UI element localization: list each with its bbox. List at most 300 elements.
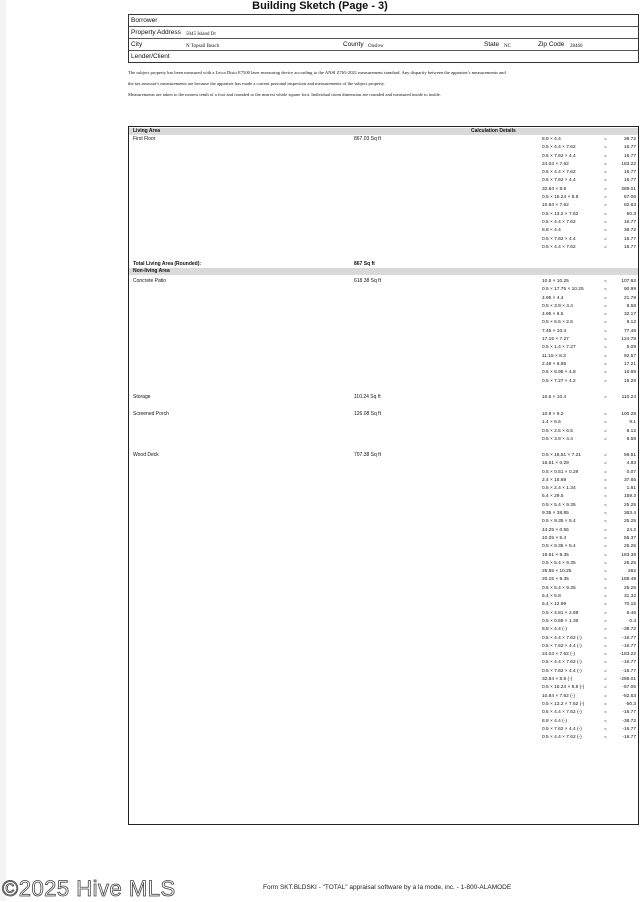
calc-row (542, 618, 636, 626)
calc-row (542, 394, 636, 402)
calc-expression: 25.55 × 10.25 (542, 569, 572, 575)
calc-row (542, 411, 636, 419)
calc-row (542, 236, 636, 244)
calc-row (542, 177, 636, 185)
concrete-patio-area: 618.38 Sq ft (354, 278, 381, 284)
calc-result: 31.32 (623, 594, 636, 600)
calc-equals: = (604, 211, 607, 217)
calc-expression: 0.5 × 13.2 × 7.62 (542, 211, 579, 217)
calc-equals: = (604, 353, 607, 359)
wood-deck-label: Wood Deck (133, 452, 159, 458)
non-living-header (129, 268, 638, 275)
state-label: State (484, 41, 500, 48)
calc-result: 38.72 (623, 137, 636, 142)
calc-equals: = (604, 618, 607, 624)
calc-result: -16.77 (622, 668, 636, 674)
calc-details-label: Calculation Details (471, 128, 516, 134)
calc-equals: = (604, 186, 607, 192)
calc-equals: = (604, 527, 607, 533)
calc-row (542, 601, 636, 609)
calc-result: 25.25 (623, 560, 636, 566)
calc-equals: = (604, 735, 607, 741)
calc-row (542, 527, 636, 535)
hive-mls-watermark: ©2025 Hive MLS (2, 876, 176, 901)
calc-equals: = (604, 511, 607, 517)
calc-expression: 0.5 × 4.4 × 7.62 (542, 170, 576, 176)
calc-equals: = (604, 145, 607, 151)
calc-row (542, 428, 636, 436)
calc-row (542, 510, 636, 518)
lender-label: Lender/Client (131, 53, 170, 60)
calc-equals: = (604, 412, 607, 417)
calc-expression: 2.48 × 6.95 (542, 361, 567, 367)
calc-equals: = (604, 469, 607, 475)
calc-equals: = (604, 585, 607, 591)
calc-row (542, 244, 636, 252)
calc-expression: 0.5 × 4.4 × 7.62 (-) (542, 660, 582, 666)
calc-row (542, 161, 636, 169)
calc-result: -183.22 (619, 652, 636, 658)
calc-expression: 10.5 × 10.25 (542, 279, 569, 284)
calc-result: 289.01 (621, 186, 636, 192)
calc-equals: = (604, 677, 607, 683)
calc-expression: 5.4 × 29.5 (542, 494, 564, 500)
calc-result: 188.49 (621, 577, 636, 583)
calc-result: -50.3 (625, 701, 636, 707)
county-value: Onslow (368, 44, 384, 49)
storage-area: 110.24 Sq ft (354, 394, 381, 400)
calc-result: 16.77 (623, 236, 636, 242)
calc-expression: 0.5 × 9.35 × 5.4 (542, 544, 576, 550)
calc-equals: = (604, 635, 607, 641)
calc-equals: = (604, 486, 607, 492)
calc-result: 6.46 (626, 610, 636, 616)
calc-equals: = (604, 361, 607, 367)
calc-expression: 24.04 × 7.62 (-) (542, 652, 575, 658)
calc-expression: 5.4 × 5.8 (542, 594, 561, 600)
calc-result: 70.15 (623, 602, 636, 608)
calc-equals: = (604, 279, 607, 284)
calc-row (542, 361, 636, 369)
address-row (129, 27, 638, 39)
calc-result: -38.72 (622, 627, 636, 633)
calc-result: 4.83 (626, 461, 636, 467)
first-floor-area: 867.03 Sq ft (354, 136, 381, 142)
calc-result: 16.77 (623, 153, 636, 159)
calc-expression: 32.84 × 8.8 (542, 186, 567, 192)
calc-row (542, 319, 636, 327)
calc-equals: = (604, 178, 607, 184)
calc-result: -67.06 (622, 685, 636, 691)
calc-equals: = (604, 219, 607, 225)
calc-result: 50.3 (626, 211, 636, 217)
calc-expression: 0.5 × 7.62 × 4.4 (542, 178, 576, 184)
calc-row (542, 227, 636, 235)
calc-row (542, 452, 636, 460)
calc-row (542, 186, 636, 194)
calc-equals: = (604, 244, 607, 250)
calc-row (542, 328, 636, 336)
screened-porch-calcs (542, 411, 636, 444)
calc-equals: = (604, 137, 607, 142)
calc-result: -16.77 (622, 710, 636, 716)
calc-expression: 20.15 × 9.35 (542, 577, 569, 583)
calc-row (542, 734, 636, 742)
calc-row (542, 211, 636, 219)
calc-equals: = (604, 287, 607, 293)
calc-expression: 9.35 × 38.85 (542, 511, 569, 517)
calc-result: 55.37 (623, 535, 636, 541)
calc-expression: 17.15 × 7.27 (542, 337, 569, 343)
calc-expression: 0.5 × 7.62 × 4.4 (-) (542, 668, 582, 674)
calc-equals: = (604, 701, 607, 707)
calc-result: 16.77 (623, 178, 636, 184)
calc-equals: = (604, 337, 607, 343)
calc-equals: = (604, 569, 607, 575)
calc-row (542, 219, 636, 227)
first-floor-label: First Floor (133, 136, 156, 142)
living-area-label: Living Area (133, 128, 161, 134)
calc-result: 9.1 (629, 420, 636, 426)
calc-expression: 8.8 × 4.4 (542, 228, 561, 234)
calc-expression: 0.5 × 16.51 × 7.21 (542, 453, 581, 458)
calc-row (542, 336, 636, 344)
calc-result: -16.77 (622, 726, 636, 732)
calc-row (542, 477, 636, 485)
calc-row (542, 626, 636, 634)
property-header (128, 14, 639, 63)
screened-porch-area: 126.08 Sq ft (354, 411, 381, 417)
calc-equals: = (604, 652, 607, 658)
concrete-patio-calcs (542, 278, 636, 386)
calc-result: 183.22 (621, 161, 636, 167)
calc-row (542, 552, 636, 560)
calc-expression: 10.84 × 7.62 (542, 203, 569, 209)
calc-expression: 0.5 × 2.4 × 1.34 (542, 486, 576, 492)
calc-result: -82.63 (622, 693, 636, 699)
calc-row (542, 136, 636, 144)
calc-result: -16.77 (622, 635, 636, 641)
calc-equals: = (604, 203, 607, 209)
calc-equals: = (604, 295, 607, 301)
storage-calcs (542, 394, 636, 402)
calc-row (542, 668, 636, 676)
calc-equals: = (604, 420, 607, 426)
calc-equals: = (604, 668, 607, 674)
calc-equals: = (604, 236, 607, 242)
calc-equals: = (604, 395, 607, 400)
calc-expression: 0.5 × 5.4 × 9.35 (542, 502, 576, 508)
city-row (129, 39, 638, 51)
calc-expression: 0.5 × 5.4 × 9.35 (542, 560, 576, 566)
calc-equals: = (604, 477, 607, 483)
calc-equals: = (604, 544, 607, 550)
calc-row (542, 344, 636, 352)
borrower-label: Borrower (131, 17, 158, 24)
calc-expression: 8.8 × 4.4 (542, 137, 561, 142)
property-address-value: 5045 Island Dr (186, 32, 216, 37)
calc-row (542, 684, 636, 692)
calc-equals: = (604, 345, 607, 351)
calc-row (542, 568, 636, 576)
calc-row (542, 518, 636, 526)
calc-expression: 0.5 × 4.81 × 2.69 (542, 610, 579, 616)
calc-expression: 10.84 × 7.62 (-) (542, 693, 575, 699)
calc-result: 90.99 (623, 287, 636, 293)
calc-result: 16.77 (623, 170, 636, 176)
calc-expression: 4.95 × 4.4 (542, 295, 564, 301)
calc-result: -16.77 (622, 660, 636, 666)
calc-row (542, 436, 636, 444)
calc-equals: = (604, 312, 607, 318)
area-table (128, 126, 639, 825)
calc-row (542, 543, 636, 551)
calc-row (542, 153, 636, 161)
calc-expression: 0.5 × 4.4 × 7.62 (542, 244, 576, 250)
concrete-patio-label: Concrete Patio (133, 278, 167, 284)
calc-result: -16.77 (622, 643, 636, 649)
calc-row (542, 286, 636, 294)
calc-result: 8.12 (626, 428, 636, 434)
calc-result: 25.25 (623, 519, 636, 525)
calc-expression: 10.25 × 5.4 (542, 535, 567, 541)
calc-equals: = (604, 153, 607, 159)
calc-row (542, 676, 636, 684)
calc-expression: 0.5 × 4.4 × 7.62 (542, 219, 576, 225)
calc-result: 262 (627, 569, 636, 575)
calc-result: 15.28 (623, 378, 636, 384)
calc-equals: = (604, 627, 607, 633)
calc-row (542, 610, 636, 618)
calc-row (542, 535, 636, 543)
measurement-notes (128, 67, 637, 100)
calc-expression: 2.4 × 15.68 (542, 477, 567, 483)
county-label: County (343, 41, 364, 48)
calc-equals: = (604, 560, 607, 566)
state-value: NC (504, 44, 511, 49)
calc-equals: = (604, 370, 607, 376)
calc-equals: = (604, 535, 607, 541)
calc-expression: 44.25 × 0.55 (542, 527, 569, 533)
calc-result: 5.09 (626, 345, 636, 351)
calc-row (542, 378, 636, 386)
calc-result: 8.12 (626, 320, 636, 326)
note-line-3: Measurements are taken to the nearest tenth of a foot and rounded to the nearest whole square foot. Individual room dimension are rounded and measured inside to inside. (128, 92, 441, 97)
calc-result: 8.58 (626, 436, 636, 442)
calc-result: 16.77 (623, 244, 636, 250)
calc-row (542, 311, 636, 319)
calc-expression: 0.5 × 2.5 × 6.5 (542, 428, 573, 434)
zip-value: 28460 (570, 44, 583, 49)
calc-row (542, 576, 636, 584)
calc-equals: = (604, 577, 607, 583)
calc-equals: = (604, 195, 607, 201)
calc-expression: 11.15 × 8.3 (542, 353, 566, 359)
calc-result: 363.4 (623, 511, 636, 517)
calc-expression: 0.5 × 5.4 × 9.35 (542, 585, 576, 591)
calc-result: 0.4 (629, 618, 636, 624)
calc-row (542, 144, 636, 152)
calc-expression: 0.5 × 4.4 × 7.62 (-) (542, 710, 582, 716)
calc-expression: 0.5 × 0.51 × 0.29 (542, 469, 579, 475)
wood-deck-calcs (542, 452, 636, 742)
calc-expression: 0.5 × 4.4 × 7.62 (542, 145, 576, 151)
calc-expression: 0.5 × 7.27 × 4.2 (542, 378, 576, 384)
calc-expression: 10.6 × 10.4 (542, 395, 567, 400)
calc-expression: 0.5 × 7.62 × 4.4 (-) (542, 726, 582, 732)
calc-expression: 0.5 × 17.75 × 10.25 (542, 287, 584, 293)
calc-equals: = (604, 494, 607, 500)
calc-result: 77.48 (623, 328, 636, 334)
calc-expression: 0.5 × 7.62 × 4.4 (542, 153, 576, 159)
calc-row (542, 651, 636, 659)
calc-equals: = (604, 685, 607, 691)
calc-row (542, 701, 636, 709)
calc-expression: 5.4 × 12.99 (542, 602, 567, 608)
property-address-label: Property Address (131, 29, 181, 36)
city-value: N Topsail Beach (186, 44, 220, 49)
calc-equals: = (604, 726, 607, 732)
calc-expression: 0.5 × 6.5 × 2.5 (542, 320, 573, 326)
calc-row (542, 419, 636, 427)
calc-result: 124.78 (621, 337, 636, 343)
calc-row (542, 709, 636, 717)
calc-equals: = (604, 320, 607, 326)
calc-result: 21.78 (623, 295, 636, 301)
city-label: City (131, 41, 143, 48)
calc-result: 25.25 (623, 585, 636, 591)
calc-result: 32.17 (623, 312, 636, 318)
calc-equals: = (604, 519, 607, 525)
storage-label: Storage (133, 394, 151, 400)
calc-expression: 1.4 × 6.5 (542, 420, 561, 426)
calc-equals: = (604, 552, 607, 558)
calc-row (542, 643, 636, 651)
page-title: Building Sketch (Page - 3) (252, 0, 388, 12)
calc-row (542, 726, 636, 734)
calc-equals: = (604, 378, 607, 384)
calc-result: 8.58 (626, 303, 636, 309)
note-line-1: The subject property has been measured with a Leica Disto E7500 laser measuring device according to the ANSI Z765-2021 measurement standard. Any disparity between the appraiser's measurements and (128, 70, 506, 75)
calc-equals: = (604, 328, 607, 334)
calc-expression: 24.04 × 7.62 (542, 161, 569, 167)
calc-result: 16.77 (623, 219, 636, 225)
calc-expression: 0.5 × 15.24 × 8.8 (542, 195, 579, 201)
calc-expression: 8.8 × 4.4 (-) (542, 627, 567, 633)
calc-row (542, 635, 636, 643)
calc-equals: = (604, 228, 607, 234)
calc-result: 16.77 (623, 145, 636, 151)
calc-expression: 0.5 × 7.62 × 4.4 (-) (542, 643, 582, 649)
calc-result: 92.57 (623, 353, 636, 359)
calc-result: 159.3 (623, 494, 636, 500)
calc-expression: 0.5 × 4.4 × 7.62 (-) (542, 635, 582, 641)
calc-result: 107.62 (621, 279, 636, 284)
calc-equals: = (604, 170, 607, 176)
calc-result: 24.2 (626, 527, 636, 533)
calc-equals: = (604, 502, 607, 508)
calc-equals: = (604, 602, 607, 608)
calc-equals: = (604, 303, 607, 309)
calc-equals: = (604, 718, 607, 724)
calc-row (542, 194, 636, 202)
calc-expression: 0.5 × 6.95 × 4.8 (542, 370, 576, 376)
calc-result: 25.25 (623, 544, 636, 550)
calc-expression: 0.5 × 13.2 × 7.62 (-) (542, 701, 585, 707)
calc-row (542, 460, 636, 468)
calc-result: 16.69 (623, 370, 636, 376)
calc-result: 59.51 (623, 453, 636, 458)
calc-equals: = (604, 428, 607, 434)
calc-result: 67.06 (623, 195, 636, 201)
calc-expression: 19.61 × 9.35 (542, 552, 569, 558)
note-line-2: the tax assessor's measurements are because the appraiser has made a current personal inspection and measurements of the subject property. (128, 81, 385, 86)
calc-expression: 0.5 × 3.9 × 4.4 (542, 303, 573, 309)
calc-row (542, 202, 636, 210)
non-living-label: Non-living Area (133, 268, 170, 274)
calc-equals: = (604, 643, 607, 649)
calc-row (542, 295, 636, 303)
page-edge-shadow (0, 0, 6, 901)
form-footer: Form SKT.BLDSKI - "TOTAL" appraisal software by a la mode, inc. - 1-800-ALAMODE (263, 884, 512, 891)
calc-result: -289.01 (619, 677, 636, 683)
calc-result: 110.24 (621, 395, 636, 400)
calc-expression: 0.5 × 9.35 × 5.4 (542, 519, 576, 525)
calc-expression: 7.45 × 10.4 (542, 328, 567, 334)
borrower-row (129, 15, 638, 27)
lender-row (129, 51, 638, 62)
calc-row (542, 718, 636, 726)
total-living-value: 867 Sq ft (354, 261, 375, 267)
calc-expression: 0.5 × 4.4 × 7.62 (-) (542, 735, 582, 741)
living-area-header (129, 128, 638, 135)
calc-equals: = (604, 710, 607, 716)
calc-expression: 4.95 × 6.5 (542, 312, 564, 318)
calc-row (542, 485, 636, 493)
calc-result: 25.25 (623, 502, 636, 508)
calc-row (542, 560, 636, 568)
calc-expression: 0.5 × 1.4 × 7.27 (542, 345, 576, 351)
calc-expression: 0.5 × 7.62 × 4.4 (542, 236, 576, 242)
calc-row (542, 169, 636, 177)
calc-equals: = (604, 436, 607, 442)
calc-expression: 8.8 × 4.4 (-) (542, 718, 567, 724)
calc-row (542, 369, 636, 377)
first-floor-calcs (542, 136, 636, 252)
calc-expression: 16.51 × 0.29 (542, 461, 569, 467)
calc-expression: 32.84 × 8.8 (-) (542, 677, 573, 683)
total-living-label: Total Living Area (Rounded): (133, 261, 202, 267)
calc-row (542, 469, 636, 477)
calc-row (542, 278, 636, 286)
calc-equals: = (604, 693, 607, 699)
calc-equals: = (604, 453, 607, 458)
calc-expression: 0.5 × 3.9 × 4.4 (542, 436, 573, 442)
calc-row (542, 502, 636, 510)
calc-result: -38.72 (622, 718, 636, 724)
calc-result: 17.21 (623, 361, 636, 367)
calc-result: 100.28 (621, 412, 636, 417)
calc-row (542, 585, 636, 593)
calc-result: 37.65 (623, 477, 636, 483)
calc-equals: = (604, 594, 607, 600)
calc-row (542, 353, 636, 361)
calc-expression: 10.9 × 9.2 (542, 412, 564, 417)
calc-result: 183.38 (621, 552, 636, 558)
calc-row (542, 493, 636, 501)
calc-row (542, 693, 636, 701)
calc-equals: = (604, 660, 607, 666)
